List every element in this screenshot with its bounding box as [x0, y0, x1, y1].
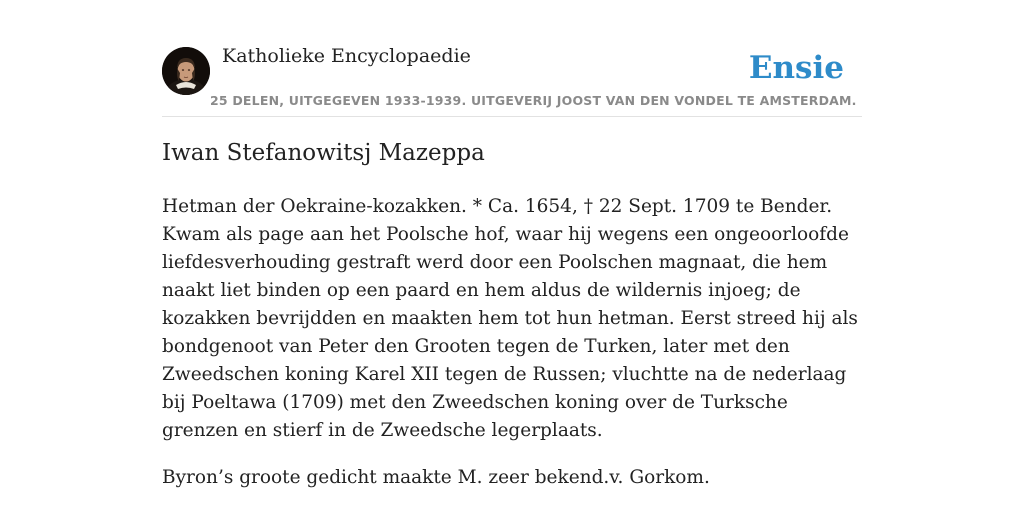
portrait-image: [162, 47, 210, 95]
portrait-avatar-icon[interactable]: [162, 47, 210, 95]
article-title: Iwan Stefanowitsj Mazeppa: [162, 140, 485, 166]
article-body: [162, 193, 862, 511]
article-paragraph: Hetman der Oekraine-kozakken. * Ca. 1654, † 22 Sept. 1709 te Bender. Kwam als page aan het Poolsche hof, waar hij wegens een ongeoorloofde liefdesverhouding gestraft werd door een Poolschen magnaat, die hem naakt liet binden op een paard en hem aldus de wildernis injoeg; de kozakken bevrijdden en maakten hem tot hun hetman. Eerst streed hij als bondgenoot van Peter den Grooten tegen de Turken, later met den Zweedschen koning Karel XII tegen de Russen; vluchtte na de nederlaag bij Poeltawa (1709) met den Zweedschen koning over de Turksche grenzen en stierf in de Zweedsche legerplaats.: [162, 196, 858, 441]
ensie-logo[interactable]: Ensie: [748, 50, 844, 86]
article-paragraph: Byron’s groote gedicht maakte M. zeer bekend.v. Gorkom.: [162, 467, 710, 488]
encyclopedia-title[interactable]: Katholieke Encyclopaedie: [222, 45, 471, 67]
encyclopedia-subtitle: 25 DELEN, UITGEGEVEN 1933-1939. UITGEVERIJ JOOST VAN DEN VONDEL TE AMSTERDAM.: [210, 93, 857, 108]
encyclopedia-header: [162, 40, 862, 117]
